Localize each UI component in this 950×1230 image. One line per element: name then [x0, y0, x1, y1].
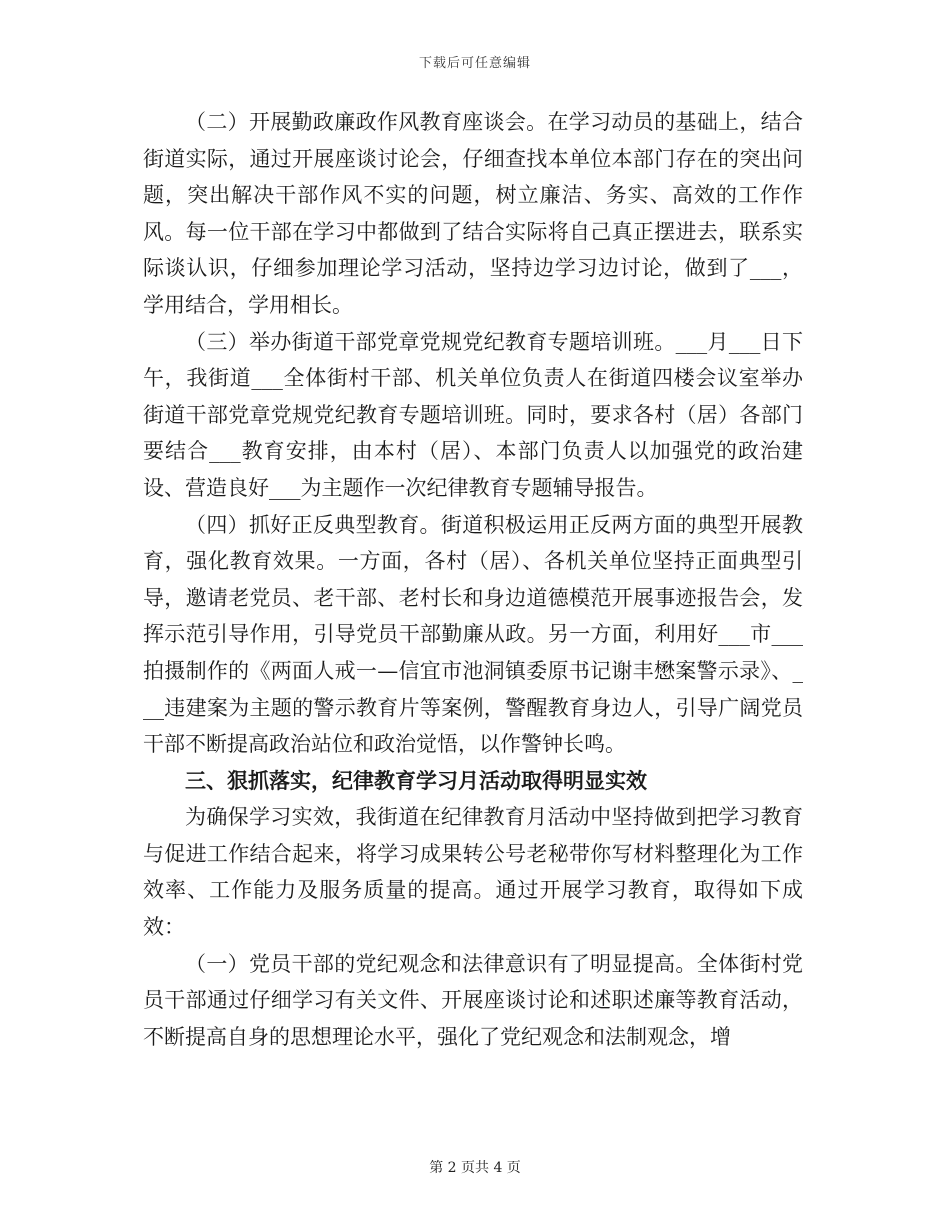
paragraph-intro: 为确保学习实效，我街道在纪律教育月活动中坚持做到把学习教育与促进工作结合起来，将学习成果转公号老秘带你写材料整理化为工作效率、工作能力及服务质量的提高。通过开展学习教育，取得如下成效： — [143, 805, 803, 940]
paragraph-3: （三）举办街道干部党章党规党纪教育专题培训班。___月___日下午，我街道___全体街村干部、机关单位负责人在街道四楼会议室举办街道干部党章党规党纪教育专题培训班。同时，要求各村（居）各部门要结合___教育安排，由本村（居）、本部门负责人以加强党的政治建设、营造良好___为主题作一次纪律教育专题辅导报告。 — [143, 329, 803, 500]
paragraph-result-1: （一）党员干部的党纪观念和法律意识有了明显提高。全体街村党员干部通过仔细学习有关文件、开展座谈讨论和述职述廉等教育活动，不断提高自身的思想理论水平，强化了党纪观念和法制观念，增 — [143, 951, 803, 1049]
paragraph-2: （二）开展勤政廉政作风教育座谈会。在学习动员的基础上，结合街道实际，通过开展座谈讨论会，仔细查找本单位本部门存在的突出问题，突出解决干部作风不实的问题，树立廉洁、务实、高效的工作作风。每一位干部在学习中都做到了结合实际将自己真正摆进去，联系实际谈认识，仔细参加理论学习活动，坚持边学习边讨论，做到了___，学用结合，学用相长。 — [143, 110, 803, 317]
page-number: 第 2 页共 4 页 — [429, 1160, 521, 1176]
section-heading: 三、狠抓落实，纪律教育学习月活动取得明显实效 — [185, 767, 647, 793]
paragraph-4: （四）抓好正反典型教育。街道积极运用正反两方面的典型开展教育，强化教育效果。一方面，各村（居）、各机关单位坚持正面典型引导，邀请老党员、老干部、老村长和身边道德模范开展事迹报告会，发挥示范引导作用，引导党员干部勤廉从政。另一方面，利用好___市___拍摄制作的《两面人戒一—信宜市池洞镇委原书记谢丰懋案警示录》、___违建案为主题的警示教育片等案例，警醒教育身边人，引导广阔党员干部不断提高政治站位和政治觉悟，以作警钟长鸣。 — [143, 512, 803, 757]
page-header: 下载后可任意编辑 — [418, 56, 531, 71]
document-body — [143, 104, 803, 1055]
